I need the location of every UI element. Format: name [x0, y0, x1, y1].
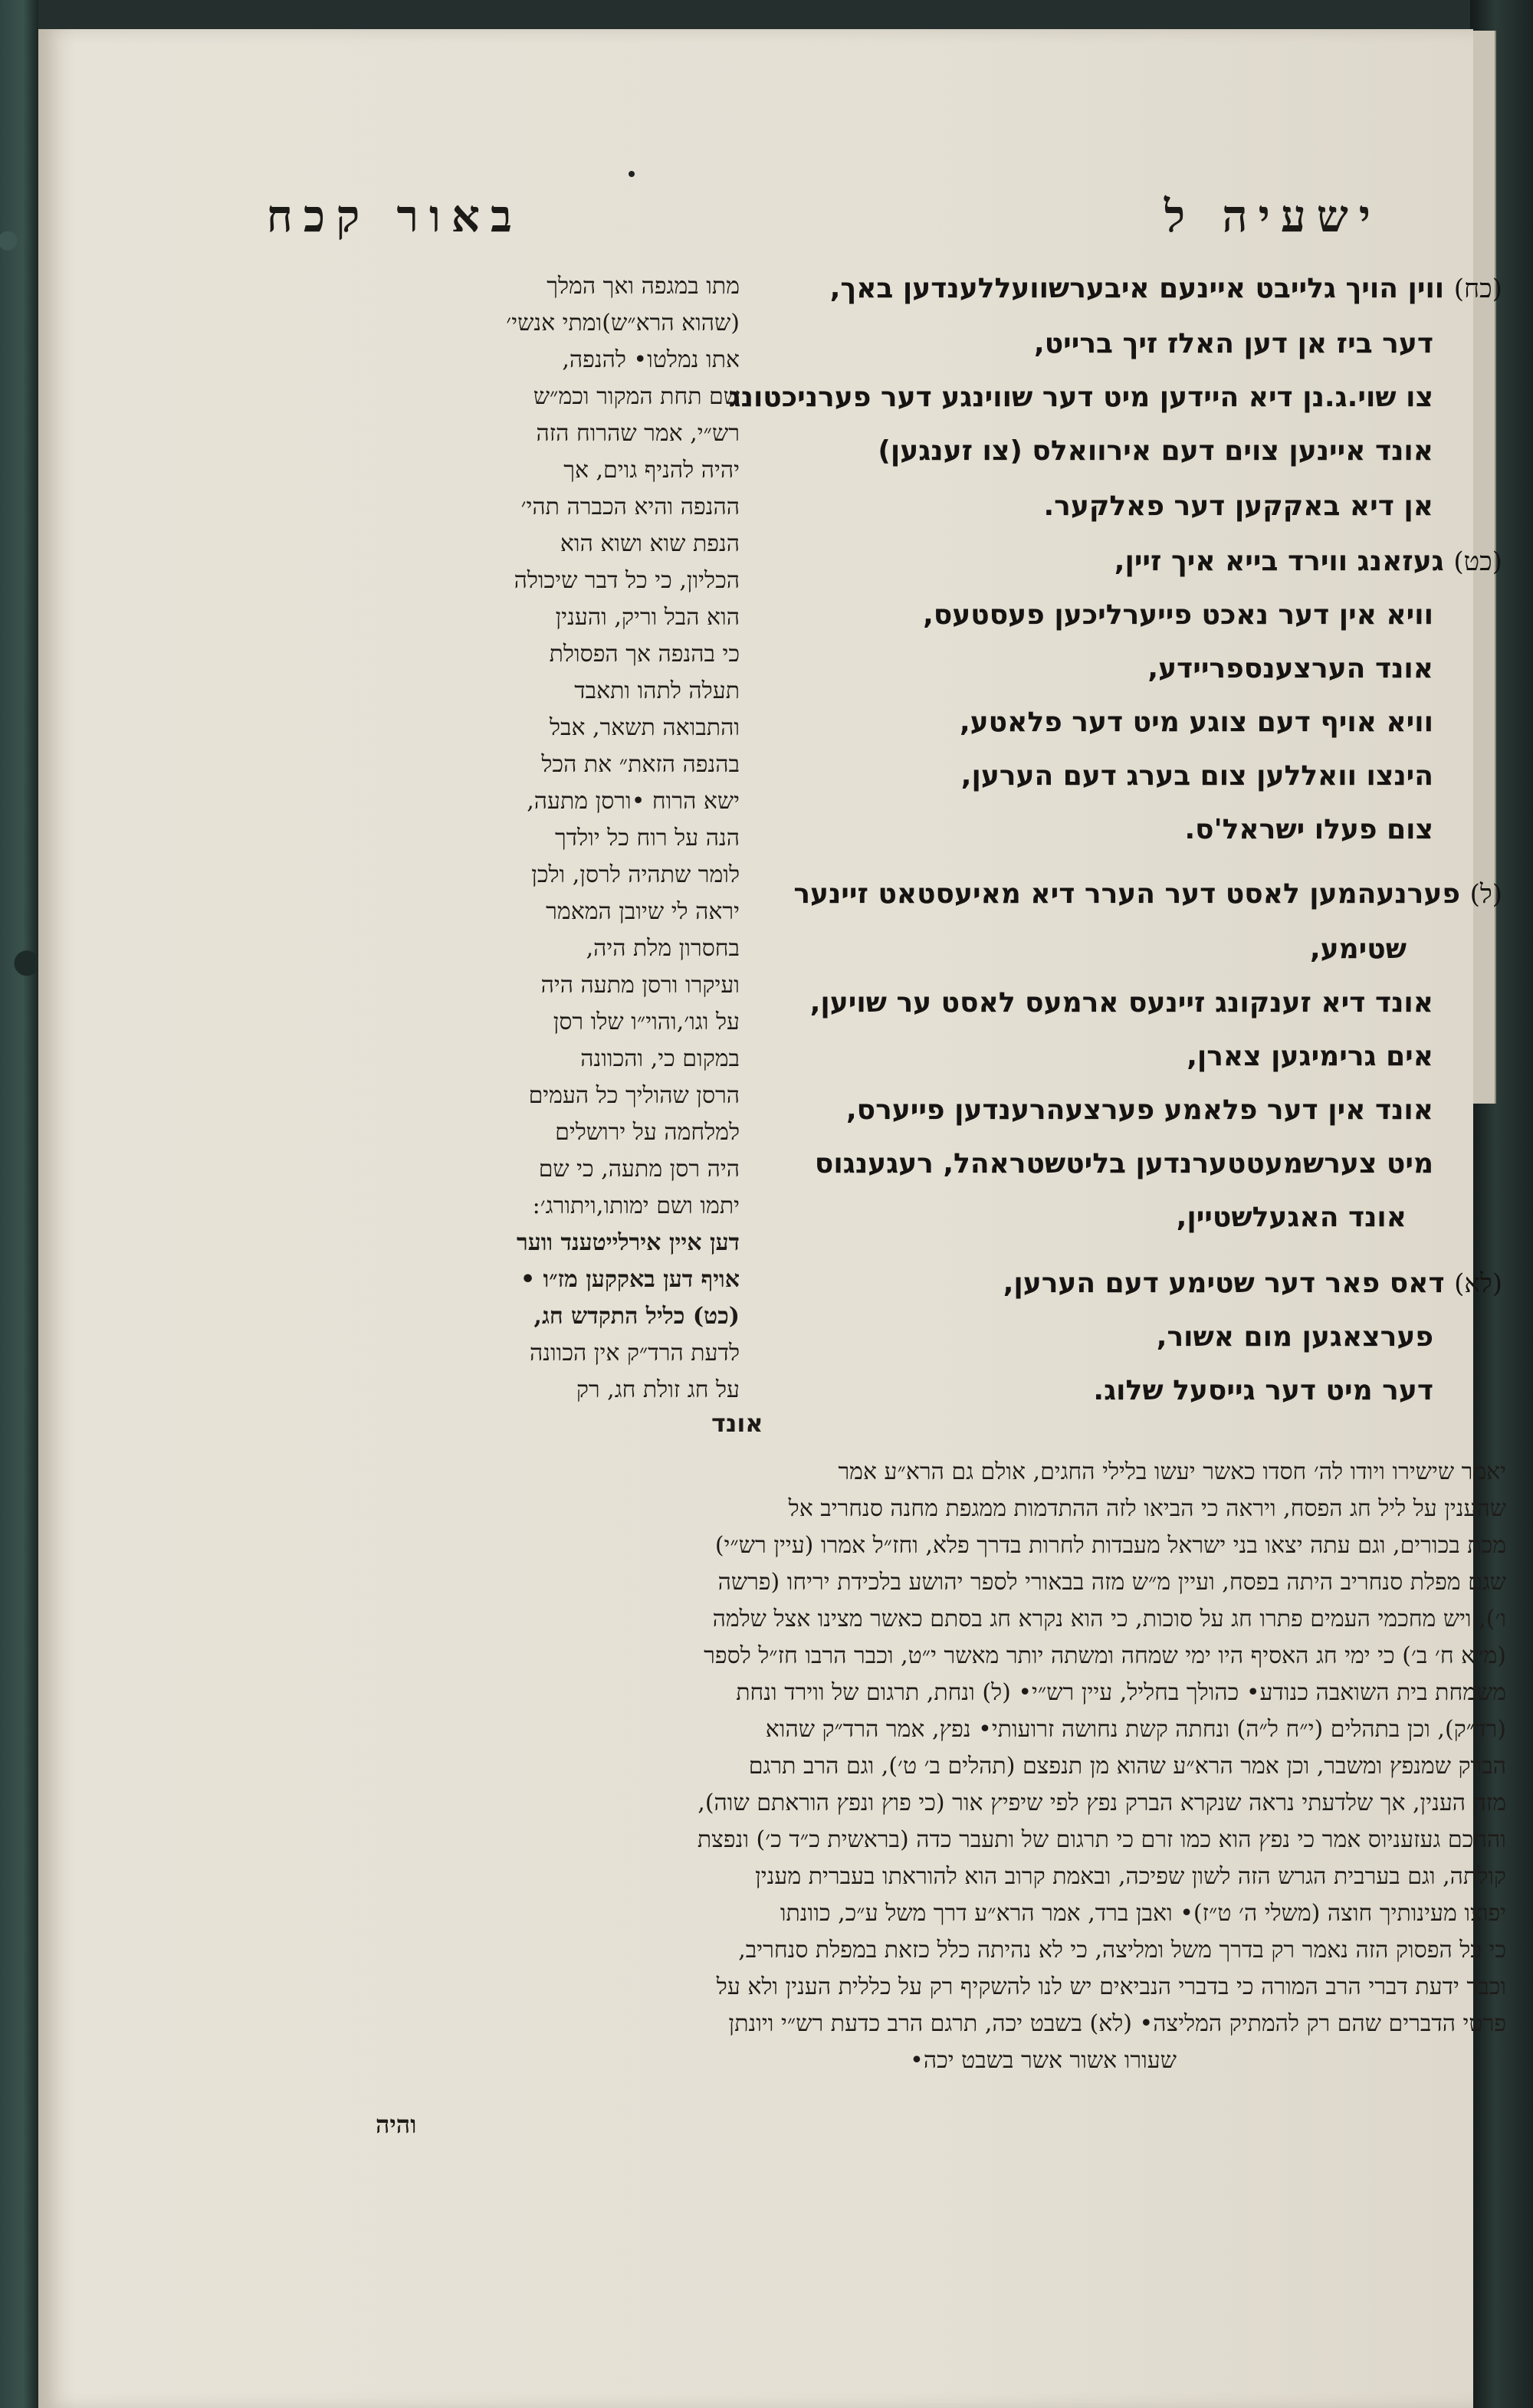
- commentary-line: והחכם געזעניוס אמר כי נפץ הוא כמו זרם כי תרגום של ותעבר כדה (בראשית כ״ד כ׳) ונפצת: [697, 1826, 1506, 1853]
- commentary-line: על וגו׳,והוי״ו שלו רסן: [553, 1009, 740, 1035]
- verse-line: שטימע,: [1309, 933, 1407, 965]
- commentary-line: על חג זולת חג, רק: [576, 1376, 740, 1403]
- commentary-line: מזה הענין, אך שלדעתי נראה שנקרא הברק נפץ לפי שיפיץ אור (כי פוץ ונפץ הוראתם שוה),: [698, 1790, 1506, 1816]
- verse-line: אונד איינען צוים דעם אירוואלס (צו זענגען): [878, 435, 1433, 467]
- commentary-line: ועיקרו ורסן מתעה היה: [540, 972, 740, 999]
- verse-line: (כח) ווין הויך גלייבט איינעם איבערשוועללענדען באך,: [829, 273, 1502, 304]
- commentary-line: בחסרון מלת היה,: [586, 935, 740, 962]
- commentary-line: לומר שתהיה לרסן, ולכן: [531, 861, 740, 888]
- verse-line: אונד אין דער פלאמע פערצעהרענדען פייערס,: [845, 1094, 1433, 1126]
- commentary-line: היה רסן מתעה, כי שם: [538, 1156, 740, 1183]
- commentary-line: הוא הבל וריק, והענין: [555, 604, 740, 631]
- commentary-line: מתו במגפה ואך המלך: [547, 273, 740, 300]
- commentary-line: משמחת בית השואבה כנודע• כהולך בחליל, עיין רש״י• (ל) ונחת, תרגום של ווירד ונחת: [736, 1679, 1506, 1706]
- verse-line: דער ביז אן דען האלז זיך ברייט,: [1034, 328, 1433, 359]
- main-column-title: ישעיה ל: [1164, 190, 1381, 242]
- commentary-line: למלחמה על ירושלים: [555, 1119, 740, 1146]
- commentary-line: יאמר שישירו ויודו לה׳ חסדו כאשר יעשו בלילי החגים, אולם גם הרא״ע אמר: [838, 1458, 1506, 1485]
- verse-catchword: אונד: [711, 1409, 763, 1438]
- commentary-line: ישא הרוח •ורסן מתעה,: [527, 788, 740, 815]
- commentary-line: כי בהנפה אך הפסולת: [549, 641, 740, 668]
- book-page: [38, 29, 1506, 2408]
- verse-number: (כח): [1453, 274, 1502, 304]
- book-cover-left: [0, 0, 38, 2408]
- commentary-line: הנפת שוא ושוא הוא: [560, 530, 740, 557]
- commentary-line: וכבר ידעת דברי הרב המורה כי בדברי הנביאים יש לנו להשקיף רק על כללית הענין ולא על: [716, 1973, 1506, 2000]
- verse-line: הינצו וואללען צום בערג דעם הערען,: [960, 760, 1433, 792]
- verse-line: וויא אין דער נאכט פייערליכען פעסטעס,: [923, 599, 1433, 631]
- verse-number: (לא): [1454, 1268, 1502, 1299]
- commentary-line: שעורו אשור אשר בשבט יכה•: [910, 2047, 1177, 2074]
- verse-line: (לא) דאס פאר דער שטימע דעם הערען,: [1003, 1268, 1502, 1299]
- commentary-line: שם תחת המקור וכמ״ש: [533, 383, 740, 410]
- verse-line: (ל) פערנעהמען לאסט דער הערר דיא מאיעסטאט זיינער: [793, 878, 1502, 910]
- commentary-line: יפוצו מעינותיך חוצה (משלי ה׳ ט״ז)• ואבן ברד, אמר הרא״ע דרך משל ע״כ, כוונתו: [780, 1900, 1506, 1927]
- verse-line: צום פעלו ישראל'ס.: [1184, 814, 1433, 845]
- commentary-line: הרסן שהוליך כל העמים: [528, 1082, 740, 1109]
- verse-line: אונד האגעלשטיין,: [1176, 1202, 1407, 1233]
- commentary-line: ו׳), ויש מחכמי העמים פתרו חג על סוכות, כי הוא נקרא חג בסתם כאשר מצינו אצל שלמה: [712, 1606, 1506, 1632]
- commentary-line: הברק שמנפץ ומשבר, וכן אמר הרא״ע שהוא מן תנפצם (תהלים ב׳ ט׳), וגם הרב תרגם: [748, 1753, 1506, 1780]
- commentary-line: (רד״ק), וכן בתהלים (י״ח ל״ה) ונחתה קשת נחושה זרועותי• נפץ, אמר הרד״ק שהוא: [765, 1716, 1506, 1743]
- commentary-line: שגם מפלת סנחריב היתה בפסח, ועיין מ״ש מזה בבאורי לספר יהושע בלכידת יריחו (פרשה: [717, 1569, 1506, 1596]
- verse-line: אים גרימיגען צארן,: [1187, 1041, 1433, 1072]
- commentary-line: (מ״א ח׳ ב׳) כי ימי חג האסיף היו ימי שמחה ומשתה יותר מאשר י״ט, וכבר הרבו חז״ל לספר: [704, 1642, 1506, 1669]
- verse-line: וויא אויף דעם צוגע מיט דער פלאטע,: [960, 707, 1433, 738]
- commentary-line: כי כל הפסוק הזה נאמר רק בדרך משל ומליצה, כי לא נהיתה כלל כזאת במפלת סנחריב,: [738, 1937, 1506, 1963]
- commentary-line: אויף דען באקקען מז״ו •: [520, 1266, 740, 1293]
- commentary-line: פרטי הדברים שהם רק להמתיק המליצה• (לא) בשבט יכה, תרגם הרב כדעת רש״י ויונתן: [728, 2010, 1506, 2037]
- commentary-line: הכליון, כי כל דבר שיכולה: [514, 567, 740, 594]
- commentary-line: מכת בכורים, וגם עתה יצאו בני ישראל מעבדות לחרות בדרך פלא, וחז״ל אמרו (עיין רש״י): [714, 1532, 1506, 1559]
- commentary-line: יהיה להניף גוים, אך: [563, 457, 740, 484]
- commentary-title: באור קכח: [266, 190, 523, 242]
- commentary-line: לדעת הרד״ק אין הכוונה: [529, 1340, 740, 1366]
- page-catchword: והיה: [376, 2110, 417, 2139]
- commentary-line: דען איין אירלייטענד ווער: [516, 1229, 740, 1256]
- commentary-line: יראה לי שיובן המאמר: [546, 898, 740, 925]
- verse-number: (כט): [1453, 546, 1502, 577]
- verse-line: פערצאגען מום אשור,: [1156, 1321, 1433, 1353]
- commentary-line: הנה על רוח כל יולדך: [554, 825, 740, 851]
- commentary-line: יתמו ושם ימותו,ויתורג׳:: [532, 1193, 740, 1219]
- commentary-line: (שהוא הרא״ש)ומתי אנשי׳: [506, 310, 740, 336]
- commentary-line: במקום כי, והכוונה: [580, 1045, 740, 1072]
- commentary-line: אתו נמלטו• להנפה,: [562, 346, 740, 373]
- verse-line: דער מיט דער גייסעל שלוג.: [1093, 1375, 1433, 1406]
- verse-line: אן דיא באקקען דער פאלקער.: [1043, 490, 1433, 522]
- verse-line: אונד דיא זענקונג זיינעס ארמעס לאסט ער שויען,: [809, 987, 1433, 1019]
- commentary-line: תעלה לתהו ותאבד: [574, 677, 740, 704]
- commentary-line: בהנפה הזאת״ את הכל: [541, 751, 740, 778]
- ink-dot: [629, 171, 635, 177]
- commentary-line: רש״י, אמר שהרוח הזה: [536, 420, 740, 447]
- commentary-line: (כט) כליל התקדש חג,: [533, 1303, 740, 1330]
- commentary-line: קולתה, וגם בערבית הגרש הזה לשון שפיכה, ובאמת קרוב הוא להוראתו בעברית מענין: [755, 1863, 1506, 1890]
- commentary-line: ההנפה והיא הכברה תהי׳: [520, 494, 740, 520]
- commentary-line: והתבואה תשאר, אבל: [550, 714, 740, 741]
- verse-line: מיט צערשמעטטערנדען בליטשטראהל, רעגענגוס: [814, 1148, 1433, 1179]
- verse-line: אונד הערצענספריידע,: [1147, 653, 1433, 684]
- verse-line: צו שוי.ג.נן דיא היידען מיט דער שווינגע דער פערניכטונג: [728, 382, 1433, 413]
- verse-number: (ל): [1469, 879, 1502, 910]
- commentary-line: שהענין על ליל חג הפסח, ויראה כי הביאו לזה ההתדמות ממגפת מחנה סנחריב אל: [788, 1495, 1506, 1522]
- verse-line: (כט) געזאנג ווירד בייא איך זיין,: [1114, 546, 1502, 577]
